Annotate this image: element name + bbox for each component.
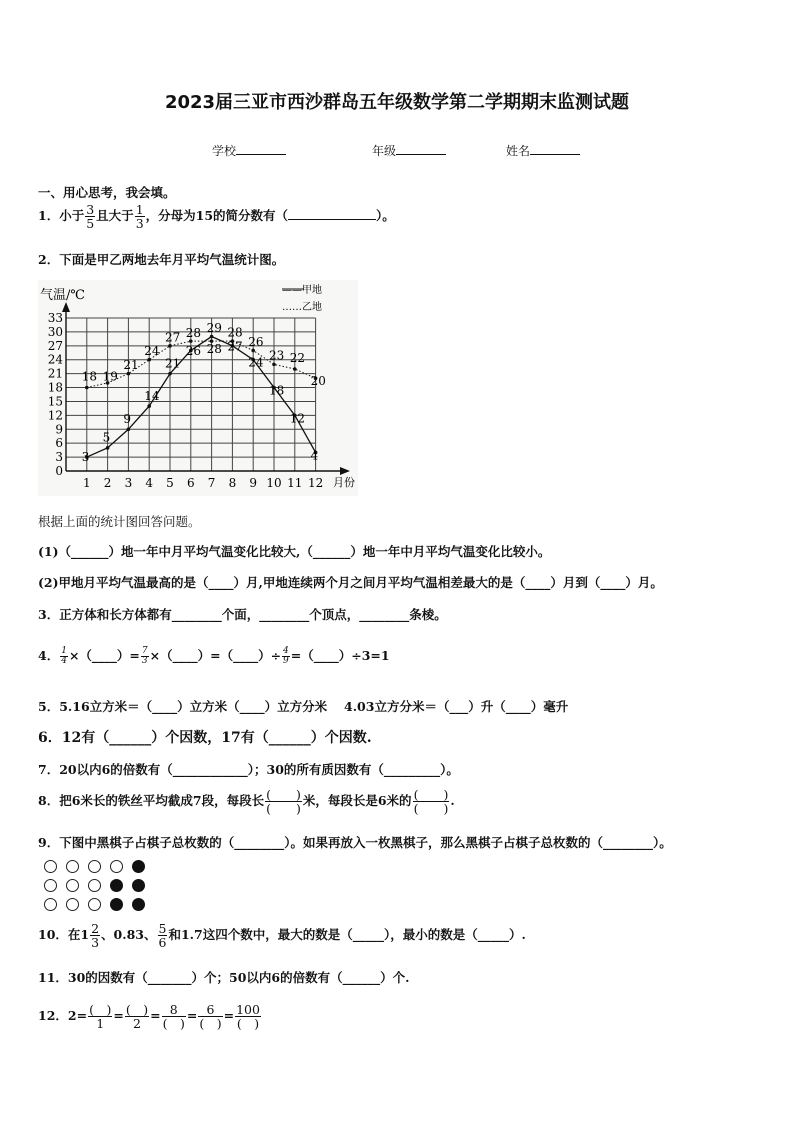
white-stone [110, 860, 123, 873]
black-stone [132, 860, 145, 873]
data-point-yi [251, 349, 255, 353]
x-tick-label: 10 [266, 476, 282, 490]
page-title: 2023届三亚市西沙群岛五年级数学第二学期期末监测试题 [164, 92, 630, 113]
white-stone [66, 898, 79, 911]
x-tick-label: 7 [207, 476, 216, 490]
q10-text-b: 、0.83、 [101, 927, 157, 943]
data-label: 3 [81, 449, 90, 464]
data-label: 27 [227, 339, 243, 354]
data-label: 18 [81, 369, 98, 384]
q1-answer-blank[interactable] [288, 207, 376, 220]
y-tick-label: 9 [55, 422, 63, 437]
data-label: 24 [144, 344, 160, 359]
data-point-yi [272, 363, 276, 367]
data-point-yi [127, 372, 131, 376]
q1-fraction-1: $\frac{3}{5}$ [86, 202, 95, 232]
q8-text-c: . [450, 793, 455, 809]
q8-fraction-2[interactable]: $\frac{( )}{( )}$ [413, 787, 449, 817]
q1-text-c: ，分母为15的简分数有（ [145, 208, 289, 224]
q12-fraction-4[interactable]: $\frac{6}{( )}$ [199, 1002, 222, 1032]
white-stone [88, 879, 101, 892]
data-label: 9 [123, 412, 132, 427]
q4-number: 4． [38, 648, 60, 663]
grade-field[interactable] [372, 142, 446, 159]
data-label: 23 [269, 348, 285, 363]
question-5: 5．5.16立方米＝（____）立方米（____）立方分米 4.03立方分米＝（___）升（____）毫升 [38, 699, 569, 714]
q12-fraction-3[interactable]: $\frac{8}{( )}$ [162, 1002, 185, 1032]
y-tick-label: 33 [47, 311, 63, 325]
question-4 [38, 646, 390, 666]
x-tick-label: 3 [124, 476, 133, 490]
school-field[interactable] [212, 142, 286, 159]
q8-fraction-1[interactable]: $\frac{( )}{( )}$ [266, 787, 301, 817]
y-tick-label: 27 [47, 338, 63, 353]
x-tick-label: 11 [287, 476, 303, 490]
question-6: 6．12有（______）个因数，17有（______）个因数. [38, 730, 372, 746]
q10-text-c: 和1.7这四个数中，最大的数是（_____），最小的数是（_____）. [168, 927, 526, 943]
x-tick-label: 5 [166, 476, 174, 490]
question-11: 11．30的因数有（_______）个；50以内6的倍数有（______）个. [38, 970, 410, 985]
q1-fraction-2: $\frac{1}{3}$ [135, 202, 144, 232]
data-label: 20 [310, 374, 326, 389]
q12-fraction-5[interactable]: $\frac{100}{( )}$ [236, 1002, 260, 1032]
data-point-yi [293, 367, 297, 371]
question-7: 7．20以内6的倍数有（____________）；30的所有质因数有（_________）。 [38, 762, 459, 777]
q10-fraction: $\frac{5}{6}$ [158, 921, 167, 951]
grade-blank[interactable] [396, 142, 446, 155]
data-label: 21 [123, 358, 139, 372]
q4-text-b: ×（____）=（____）÷ [149, 648, 282, 663]
q10-mixed-fraction: $\frac{2}{3}$ [91, 921, 100, 951]
black-stone [132, 879, 145, 892]
legend-jia: ——甲地 [282, 285, 322, 296]
black-stone [132, 898, 145, 911]
q2-intro: 根据上面的统计图回答问题。 [38, 514, 201, 529]
q4-text-c: =（____）÷3=1 [290, 648, 390, 663]
question-10 [38, 922, 526, 949]
legend-yi: ……乙地 [282, 302, 322, 313]
black-stone [110, 898, 123, 911]
y-tick-label: 3 [55, 450, 63, 465]
q1-text-a: 小于 [59, 208, 85, 224]
data-label: 4 [310, 448, 319, 463]
data-label: 18 [269, 383, 285, 398]
black-stone [110, 879, 123, 892]
x-tick-label: 1 [82, 476, 91, 490]
white-stone [44, 860, 57, 873]
data-point-jia [106, 446, 110, 450]
x-tick-label: 9 [249, 476, 258, 490]
white-stone [44, 898, 57, 911]
q1-number: 1． [38, 208, 60, 224]
y-tick-label: 12 [47, 408, 63, 423]
white-stone [88, 860, 101, 873]
data-label: 24 [248, 355, 264, 370]
data-point-jia [168, 372, 172, 376]
chart-x-axis-label: 月份 [333, 476, 355, 489]
data-point-yi [147, 358, 151, 362]
y-tick-label: 15 [47, 394, 63, 409]
y-tick-label: 18 [47, 380, 63, 395]
section-heading: 一、用心思考，我会填。 [38, 185, 176, 200]
q4-fraction-3: $\frac{4}{9}$ [283, 645, 289, 666]
question-1 [38, 203, 395, 230]
data-label: 21 [165, 356, 181, 371]
data-point-yi [85, 386, 89, 390]
q1-text-b: 且大于 [96, 208, 134, 224]
data-label: 5 [102, 430, 111, 445]
grade-label: 年级 [372, 144, 397, 158]
question-3: 3．正方体和长方体都有________个面，________个顶点，________条棱。 [38, 607, 447, 622]
q12-fraction-2[interactable]: $\frac{( )}{2}$ [125, 1002, 149, 1032]
question-9: 9．下图中黑棋子占棋子总枚数的（________）。如果再放入一枚黑棋子，那么黑棋子占棋子总枚数的（________）。 [38, 835, 672, 850]
q1-text-end: ）。 [376, 208, 395, 224]
y-tick-label: 30 [47, 324, 63, 339]
data-label: 27 [165, 330, 181, 345]
question-2 [38, 250, 284, 268]
x-tick-label: 12 [307, 476, 324, 490]
q12-text: 12．2= [38, 1008, 88, 1024]
q2-part-2: (2)甲地月平均气温最高的是（____）月,甲地连续两个月之间月平均气温相差最大的是（____）月到（____）月。 [38, 575, 663, 590]
white-stone [44, 879, 57, 892]
data-label: 22 [289, 351, 306, 366]
y-tick-label: 0 [55, 464, 63, 478]
x-tick-label: 6 [186, 476, 195, 490]
school-label: 学校 [212, 144, 237, 158]
name-label: 姓名 [506, 144, 531, 158]
data-label: 26 [248, 334, 264, 349]
q2-part-1: (1)（______）地一年中月平均气温变化比较大,（______）地一年中月平均气温变化比较小。 [38, 544, 551, 559]
q4-text-a: ×（____）= [68, 648, 140, 663]
x-tick-label: 8 [228, 476, 237, 490]
q2-text: 下面是甲乙两地去年月平均气温统计图。 [59, 252, 285, 267]
white-stone [66, 860, 79, 873]
data-point-jia [127, 427, 131, 431]
data-point-jia [147, 404, 151, 408]
white-stone [66, 879, 79, 892]
y-tick-label: 6 [55, 436, 63, 451]
data-label: 14 [144, 389, 160, 404]
data-point-jia [210, 335, 214, 339]
white-stone [88, 898, 101, 911]
temperature-chart [38, 280, 358, 496]
name-blank[interactable] [530, 142, 580, 155]
q10-text-a: 10．在1 [38, 927, 90, 943]
x-tick-label: 4 [145, 476, 154, 490]
data-label: 26 [185, 344, 202, 359]
data-label: 28 [185, 326, 202, 341]
q8-text-b: 米，每段长是6米的 [302, 793, 412, 809]
data-label: 19 [102, 369, 118, 384]
q4-fraction-2: $\frac{7}{3}$ [141, 645, 148, 666]
school-blank[interactable] [236, 142, 286, 155]
question-8 [38, 788, 455, 815]
name-field[interactable] [506, 142, 580, 159]
q8-text-a: 8．把6米长的铁丝平均截成7段，每段长 [38, 793, 265, 809]
data-label: 12 [289, 411, 306, 426]
data-label: 29 [206, 320, 222, 335]
data-label: 28 [206, 341, 222, 356]
x-tick-label: 2 [103, 476, 112, 490]
y-tick-label: 24 [47, 352, 63, 367]
data-label: 28 [227, 325, 243, 340]
go-stones-figure [44, 860, 154, 912]
chart-y-axis-label: 气温/℃ [40, 288, 85, 303]
q2-number: 2． [38, 252, 60, 267]
y-tick-label: 21 [47, 366, 63, 381]
q4-fraction-1: $\frac{1}{4}$ [61, 645, 67, 666]
question-12: 12．2= $\frac{( )}{1}$ = $\frac{( )}{2}$ = $\frac{8}{( )}$ = $\frac{6}{( )}$ = $\frac{100}{( )}$ [38, 1002, 260, 1032]
q12-fraction-1[interactable]: $\frac{( )}{1}$ [89, 1002, 112, 1032]
